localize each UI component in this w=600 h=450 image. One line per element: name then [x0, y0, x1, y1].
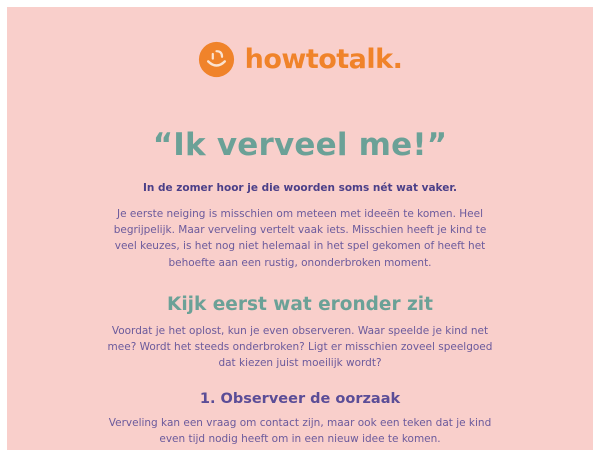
- body-paragraph-1: Je eerste neiging is misschien om meteen met ideeën te komen. Heel begrijpelijk. Maar verveling vertelt vaak iets. Misschien heeft je kind te veel keuzes, is het nog niet helemaal in het spel gekomen of heeft het behoefte aan een rustig, ononderbroken moment.: [113, 208, 487, 269]
- article-intro: In de zomer hoor je die woorden soms nét wat vaker.: [142, 182, 458, 194]
- brand-logo[interactable]: [7, 41, 593, 78]
- section-heading: Kijk eerst wat eronder zit: [167, 294, 433, 315]
- smiling-speech-face-icon: [198, 41, 235, 78]
- brand-name: howtotalk.: [244, 44, 403, 75]
- article-title: “Ik verveel me!”: [152, 127, 448, 163]
- body-paragraph-3: Verveling kan een vraag om contact zijn, maar ook een teken dat je kind even tijd nodig heeft om in een nieuw idee te komen.: [108, 417, 492, 446]
- email-content-area: [7, 7, 593, 450]
- step-heading: 1. Observeer de oorzaak: [199, 391, 401, 407]
- body-paragraph-2: Voordat je het oplost, kun je even observeren. Waar speelde je kind net mee? Wordt het steeds onderbroken? Ligt er misschien zoveel speelgoed dat kiezen juist moeilijk wordt?: [107, 325, 493, 370]
